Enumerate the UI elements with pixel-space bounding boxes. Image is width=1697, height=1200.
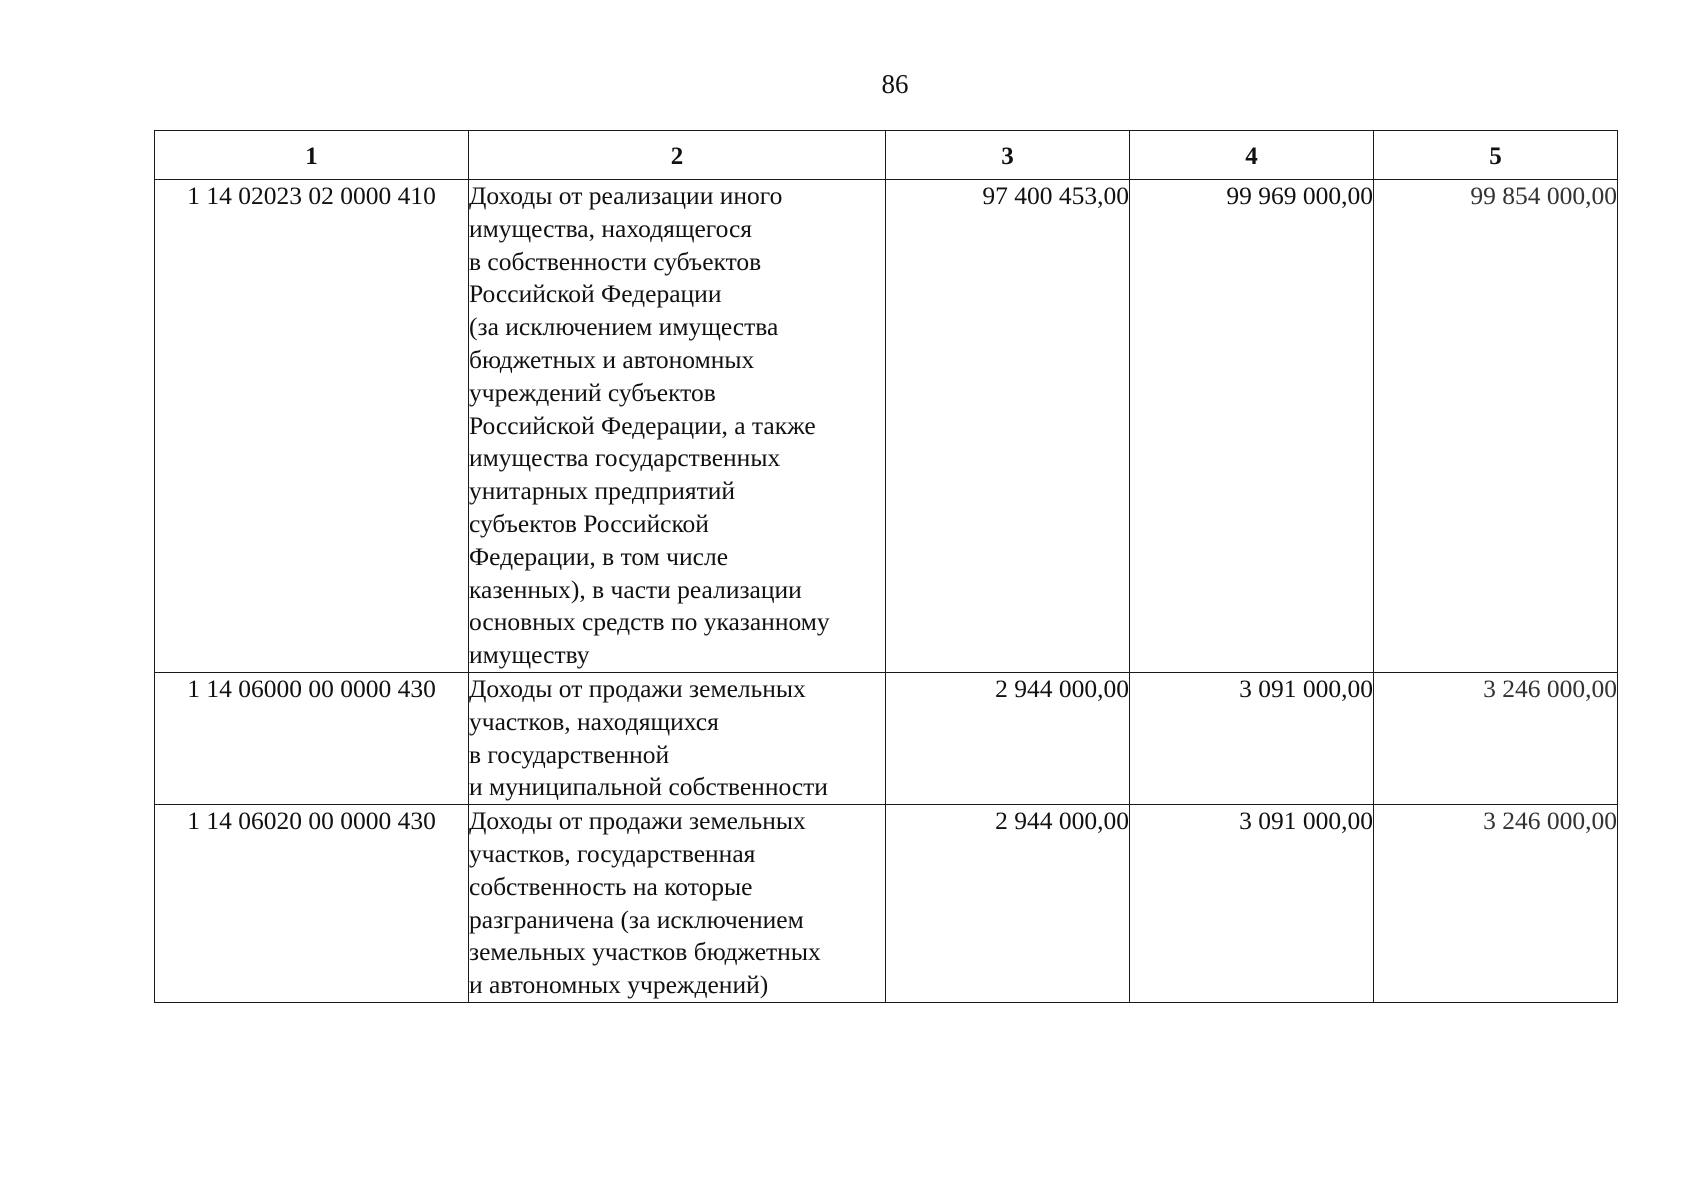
description-line: собственность на которые [469, 871, 753, 901]
description-line: имуществу [469, 640, 590, 670]
description-line: разграничена (за исключением [469, 904, 804, 934]
description-line: в собственности субъектов [469, 246, 762, 276]
description-line: Доходы от продажи земельных [469, 806, 806, 836]
description-line: и муниципальной собственности [469, 772, 828, 802]
revenue-code: 1 14 06000 00 0000 430 [155, 672, 469, 804]
column-header: 4 [1130, 131, 1374, 180]
column-header: 5 [1374, 131, 1618, 180]
column-header: 1 [155, 131, 469, 180]
column-header: 3 [886, 131, 1130, 180]
amount-col4: 99 969 000,00 [1130, 180, 1374, 673]
description-line: земельных участков бюджетных [469, 937, 821, 967]
description-line: участков, находящихся [469, 706, 719, 736]
amount-col3: 2 944 000,00 [886, 672, 1130, 804]
page-number: 86 [881, 69, 909, 99]
description-line: имущества, находящегося [469, 213, 753, 243]
description-line: Федерации, в том числе [469, 541, 729, 571]
table-row [155, 672, 1618, 804]
column-header: 2 [469, 131, 886, 180]
revenue-code: 1 14 06020 00 0000 430 [155, 805, 469, 1003]
table-row [155, 805, 1618, 1003]
amount-col4: 3 091 000,00 [1130, 805, 1374, 1003]
description-line: казенных), в части реализации [469, 574, 802, 604]
description-line: бюджетных и автономных [469, 344, 755, 374]
table-row [155, 180, 1618, 673]
description-line: Доходы от реализации иного [469, 181, 783, 210]
description-line: унитарных предприятий [469, 476, 736, 506]
description-line: имущества государственных [469, 443, 781, 473]
amount-col5: 3 246 000,00 [1374, 805, 1618, 1003]
description-line: учреждений субъектов [469, 377, 716, 407]
amount-col3: 2 944 000,00 [886, 805, 1130, 1003]
amount-col4: 3 091 000,00 [1130, 672, 1374, 804]
description-line: Российской Федерации [469, 279, 722, 309]
amount-col3: 97 400 453,00 [886, 180, 1130, 673]
revenue-description [469, 180, 886, 673]
description-line: основных средств по указанному [469, 607, 830, 637]
description-line: и автономных учреждений) [469, 970, 769, 1000]
description-line: участков, государственная [469, 838, 756, 868]
revenue-code: 1 14 02023 02 0000 410 [155, 180, 469, 673]
revenue-description [469, 805, 886, 1003]
amount-col5: 99 854 000,00 [1374, 180, 1618, 673]
description-line: субъектов Российской [469, 508, 709, 538]
table-header-row [155, 131, 1618, 180]
revenue-description [469, 672, 886, 804]
description-line: в государственной [469, 739, 670, 769]
amount-col5: 3 246 000,00 [1374, 672, 1618, 804]
budget-revenue-table [154, 130, 1618, 1003]
description-line: Российской Федерации, а также [469, 410, 816, 440]
description-line: Доходы от продажи земельных [469, 673, 806, 703]
description-line: (за исключением имущества [469, 312, 779, 342]
